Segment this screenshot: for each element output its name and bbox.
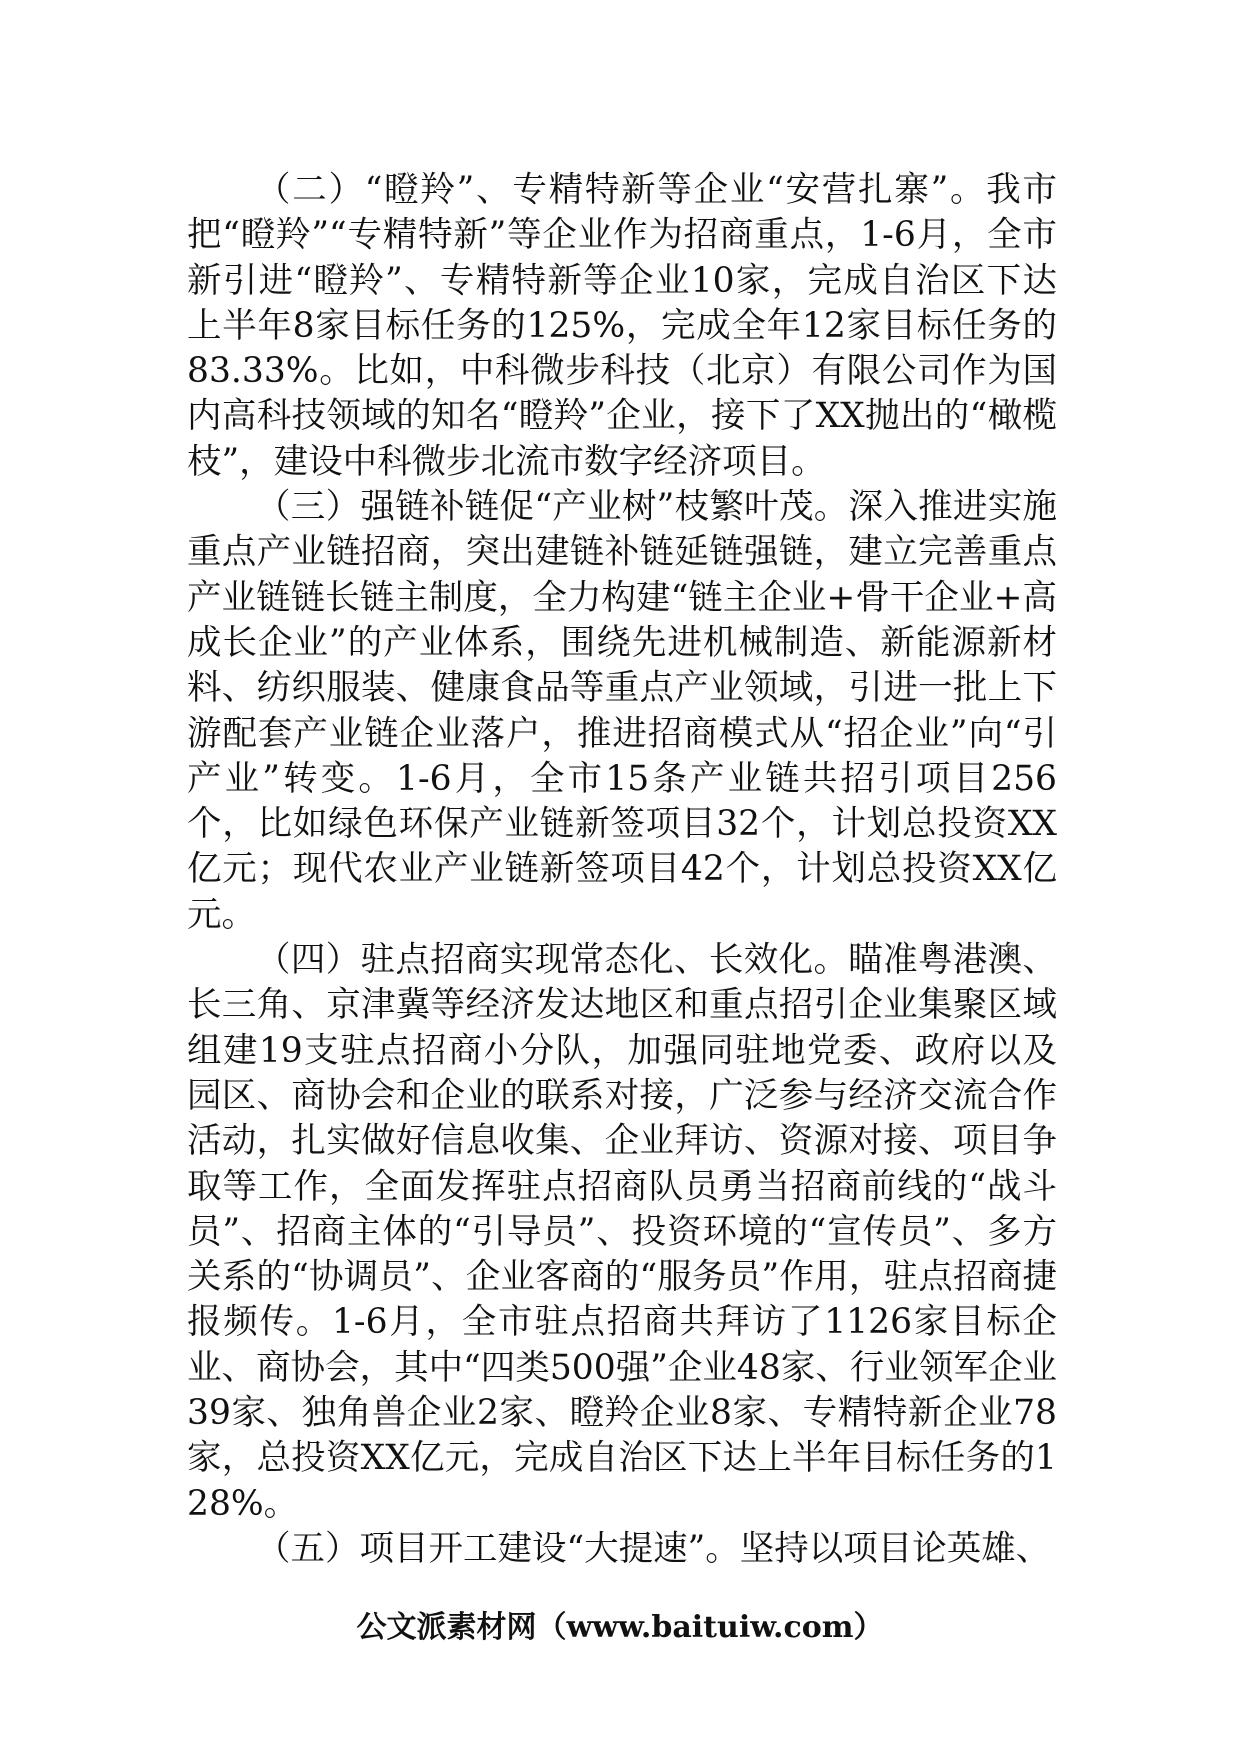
paragraph-5: （五）项目开工建设“大提速”。坚持以项目论英雄、 bbox=[256, 1528, 1051, 1569]
paragraph-4: （四）驻点招商实现常态化、长效化。瞄准粤港澳、长三角、京津冀等经济发达地区和重点招引企业集聚区域组建19支驻点招商小分队，加强同驻地党委、政府以及园区、商协会和企业的联系对接，广泛参与经济交流合作活动，扎实做好信息收集、企业拜访、资源对接、项目争取等工作，全面发挥驻点招商队员勇当招商前线的“战斗员”、招商主体的“引导员”、投资环境的“宣传员”、多方关系的“协调员”、企业客商的“服务员”作用，驻点招商捷报频传。1-6月，全市驻点招商共拜访了1126家目标企业、商协会，其中“四类500强”企业48家、行业领军企业39家、独角兽企业2家、瞪羚企业8家、专精特新企业78家，总投资XX亿元，完成自治区下达上半年目标任务的128%。 bbox=[187, 940, 1057, 1524]
document-body bbox=[187, 168, 1057, 1572]
paragraph-3: （三）强链补链促“产业树”枝繁叶茂。深入推进实施重点产业链招商，突出建链补链延链强链，建立完善重点产业链链长链主制度，全力构建“链主企业+骨干企业+高成长企业”的产业体系，围绕先进机械制造、新能源新材料、纺织服装、健康食品等重点产业领域，引进一批上下游配套产业链企业落户，推进招商模式从“招企业”向“引产业”转变。1-6月，全市15条产业链共招引项目256个，比如绿色环保产业链新签项目32个，计划总投资XX亿元；现代农业产业链新签项目42个，计划总投资XX亿元。 bbox=[187, 487, 1057, 935]
page-footer-watermark: 公文派素材网（www.baituiw.com） bbox=[356, 1610, 884, 1645]
paragraph-2: （二）“瞪羚”、专精特新等企业“安营扎寨”。我市把“瞪羚”“专精特新”等企业作为招商重点，1-6月，全市新引进“瞪羚”、专精特新等企业10家，完成自治区下达上半年8家目标任务的125%，完成全年12家目标任务的83.33%。比如，中科微步科技（北京）有限公司作为国内高科技领域的知名“瞪羚”企业，接下了XX抛出的“橄榄枝”，建设中科微步北流市数字经济项目。 bbox=[187, 170, 1057, 482]
